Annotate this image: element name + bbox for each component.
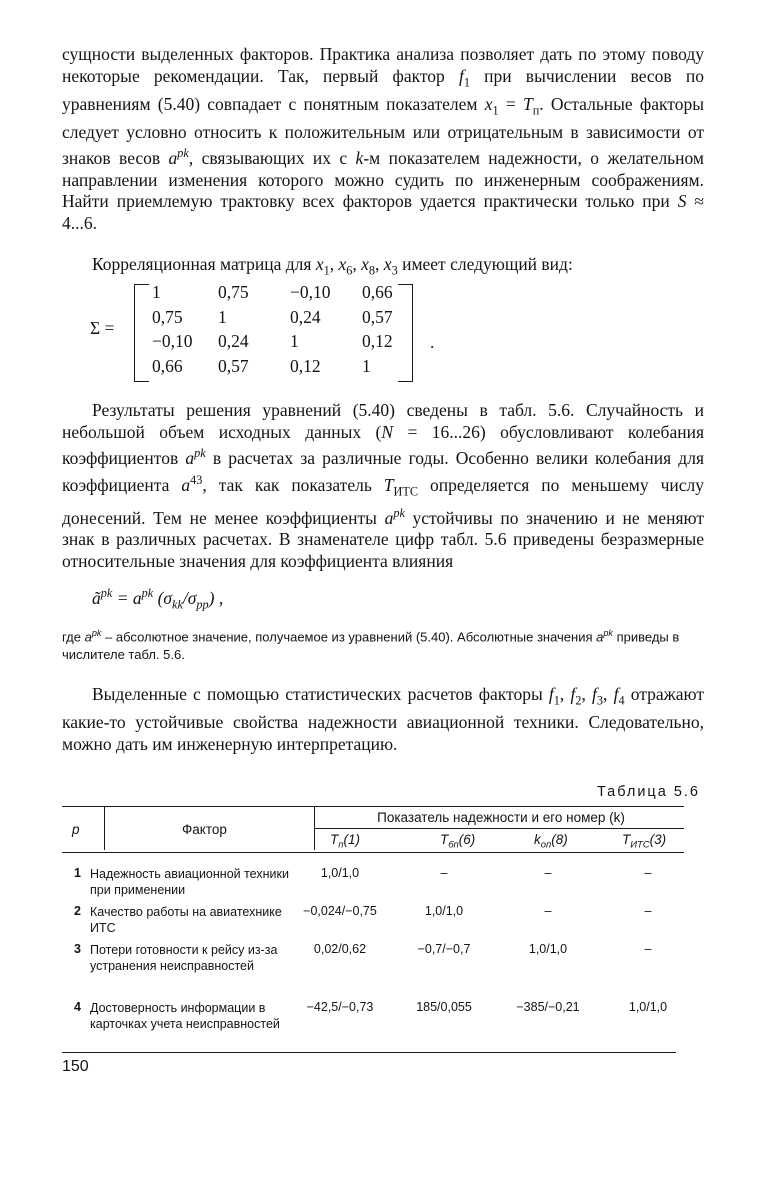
correlation-intro-text: Корреляционная матрица для $x_1$, $x_6$, $x_8$, $x_3$ имеет следующий вид: (92, 254, 573, 278)
matrix-cell: 0,57 (218, 355, 249, 376)
row-factor-name: Потери готовности к рейсу из-за устранения неисправностей (90, 943, 278, 973)
matrix-symbol: Σ = (90, 318, 115, 338)
row-value-tp: 0,02/0,62 (313, 942, 367, 956)
paragraph-text: Выделенные с помощью статистических расчетов факторы $f_1$, $f_2$, $f_3$, $f_4$ отражают какие-то устойчивые свойства надежности авиационной техники. Следовательно, можно дать им инженерную интерпретацию. (62, 684, 705, 754)
matrix-cell: 0,75 (218, 282, 249, 302)
row-value-kop: 1,0/1,0 (528, 942, 568, 956)
matrix-grid (152, 282, 422, 380)
table-caption: Таблица 5.6 (596, 784, 700, 800)
paragraph-text: сущности выделенных факторов. Практика анализа позволяет дать по этому поводу некоторые рекомендации. Так, первый фактор $f_1$ при вычислении весов по уравнениям (5.40) совпадает с понятным показателем $x_1 = T_п$. Остальные факторы следует условно относить к положительным или отрицательным в зависимости от знаков весов $a^{pk}$, связывающих их с k-м показателем надежности, о желательном направлении изменения которого можно судить по инженерным соображениям. Найти приемлемую трактовку всех факторов удается практически только при S ≈ 4...6. (62, 44, 705, 233)
formula-relative-coefficient: $ã^{pk} = a^{pk}$ $(\sigma_{kk}/\sigma_{pp})$ , (92, 586, 224, 612)
matrix-cell: 1 (290, 331, 299, 351)
paragraph-factors-intro (62, 44, 704, 235)
matrix-cell: 0,24 (218, 331, 249, 351)
page-bottom-rule (62, 1052, 676, 1053)
paragraph-text: Результаты решения уравнений (5.40) сведены в табл. 5.6. Случайность и небольшой объем исходных данных (N = 16...26) обусловливают колебания коэффициентов $a^{pk}$ в расчетах за различные годы. Особенно велики колебания для коэффициента $a^{43}$, так как показатель $T_{ИТС}$ определяется по меньшему числу донесений. Тем не менее коэффициенты $a^{pk}$ устойчивы по значению и не меняют знак в различных расчетах. В знаменателе цифр табл. 5.6 приведены безразмерные относительные значения для коэффициента влияния (62, 400, 704, 571)
matrix-cell: 0,66 (152, 355, 183, 376)
row-value-tits: – (644, 904, 652, 918)
row-value-tp: 1,0/1,0 (320, 866, 360, 880)
table-header-rule (62, 852, 684, 853)
row-factor-name: Надежность авиационной техники при применении (90, 867, 289, 897)
row-value-tp: −42,5/−0,73 (306, 1000, 374, 1014)
paragraph-results (62, 400, 704, 572)
footnote: где $a^{pk}$ – абсолютное значение, получаемое из уравнений (5.40). Абсолютные значения $a^{pk}$ приведы в числителе табл. 5.6. (62, 628, 680, 663)
row-factor-name: Качество работы на авиатехнике ИТС (90, 905, 282, 935)
row-value-tits: 1,0/1,0 (628, 1000, 668, 1014)
matrix-cell: 0,66 (362, 282, 393, 302)
matrix-cell: 0,24 (290, 306, 321, 327)
table-top-rule (62, 806, 684, 807)
table-column-divider (104, 806, 105, 850)
row-value-kop: – (544, 866, 552, 880)
matrix-end-mark: . (430, 332, 435, 352)
page-number: 150 (62, 1058, 89, 1075)
matrix-cell: 0,12 (290, 355, 321, 376)
row-value-tbp: 1,0/1,0 (424, 904, 464, 918)
matrix-cell: 1 (218, 306, 227, 327)
row-number: 3 (74, 942, 81, 956)
row-value-tbp: −0,7/−0,7 (417, 942, 471, 956)
header-tits: $T_{ИТС}(3)$ (622, 832, 667, 851)
row-factor-name: Достоверность информации в карточках учета неисправностей (90, 1001, 280, 1031)
header-tbp: $T_{бп}(6)$ (440, 832, 476, 851)
matrix-cell: 1 (362, 355, 371, 376)
matrix-cell: 0,57 (362, 306, 393, 327)
matrix-cell: 0,12 (362, 331, 393, 351)
row-value-kop: −385/−0,21 (516, 1000, 580, 1014)
row-value-kop: – (544, 904, 552, 918)
header-tp: $T_п(1)$ (330, 832, 360, 851)
header-kop: $k_{оп}(8)$ (534, 832, 568, 851)
correlation-matrix (90, 282, 450, 382)
row-value-tits: – (644, 942, 652, 956)
row-number: 4 (74, 1000, 81, 1014)
row-value-tp: −0,024/−0,75 (303, 904, 377, 918)
row-number: 1 (74, 866, 81, 880)
matrix-cell: −0,10 (152, 331, 193, 351)
matrix-cell: 1 (152, 282, 161, 302)
paragraph-interpretation (62, 684, 704, 755)
row-value-tbp: 185/0,055 (416, 1000, 472, 1014)
header-indicator-group: Показатель надежности и его номер (k) (377, 810, 625, 825)
header-factor: Фактор (182, 822, 227, 837)
matrix-right-bracket (398, 284, 413, 382)
header-subrule (314, 828, 684, 829)
matrix-left-bracket (134, 284, 149, 382)
matrix-cell: −0,10 (290, 282, 331, 302)
correlation-intro (92, 254, 704, 282)
header-p: p (72, 822, 80, 837)
row-value-tbp: – (440, 866, 448, 880)
row-number: 2 (74, 904, 81, 918)
row-value-tits: – (644, 866, 652, 880)
matrix-cell: 0,75 (152, 306, 183, 327)
